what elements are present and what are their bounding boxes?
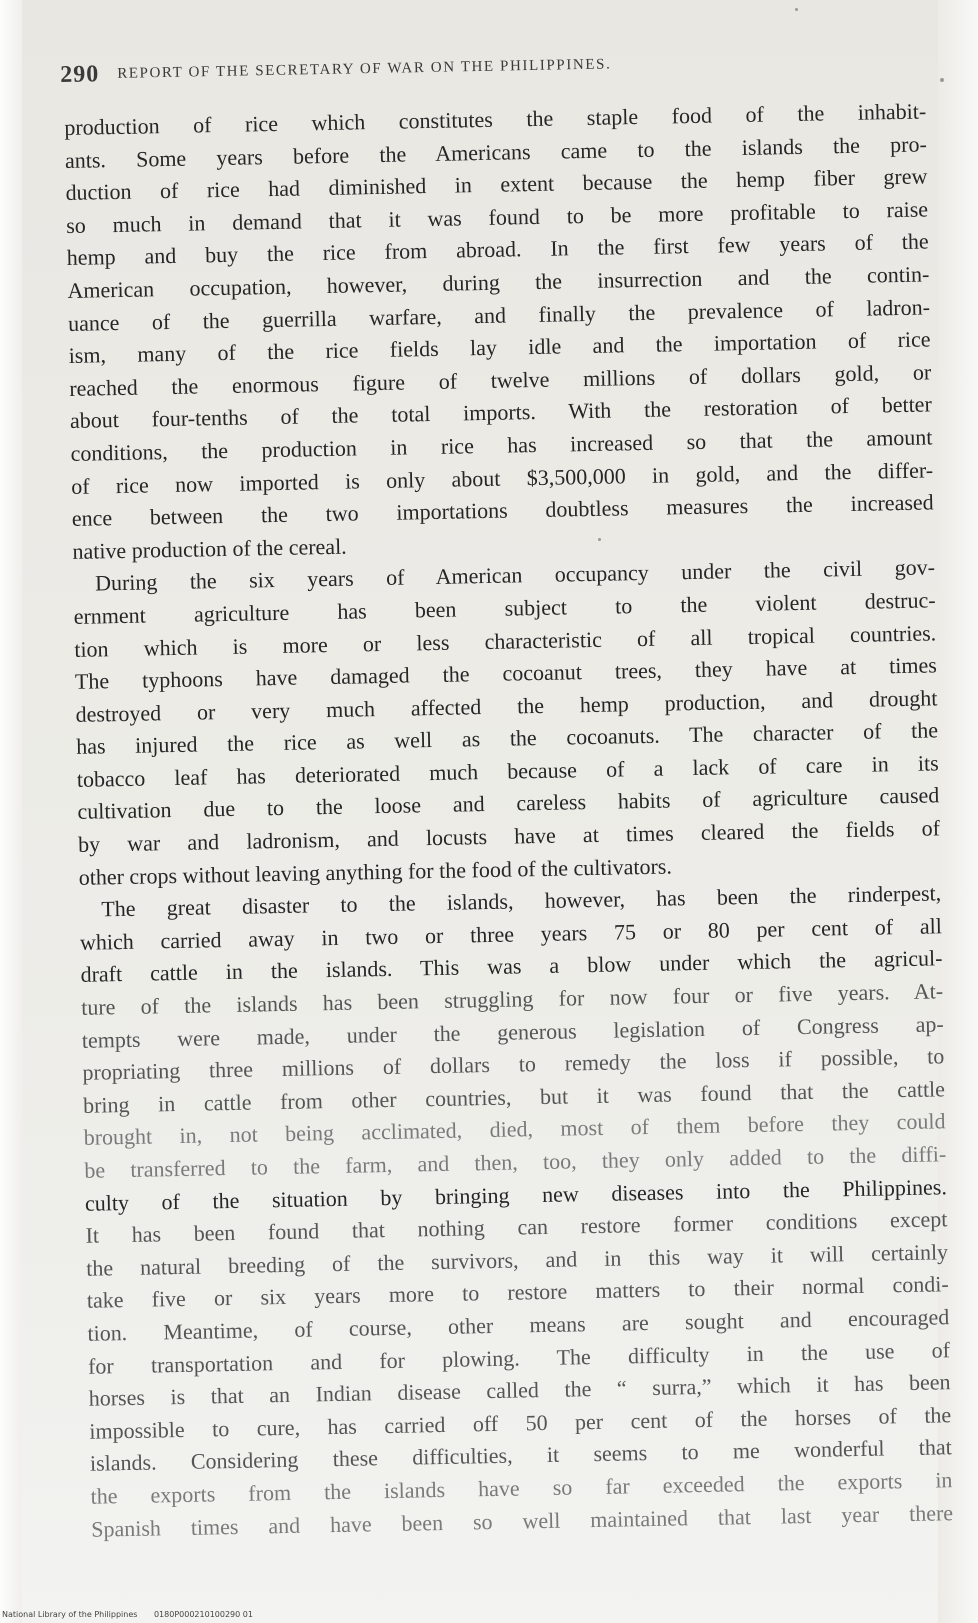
text-line: draft cattle in the islands. This was a blow under which the agricul- [80, 945, 943, 988]
text-line: islands. Considering these difficulties, it seems to me wonderful that [89, 1434, 953, 1477]
text-line: of rice now imported is only about $3,500,000 in gold, and the differ- [70, 456, 934, 499]
text-line: During the six years of American occupancy under the civil gov- [94, 554, 936, 596]
text-line: by war and ladronism, and locusts have at times cleared the fields of [77, 815, 941, 857]
text-line: culty of the situation by bringing new diseases into the Philippines. [84, 1173, 948, 1216]
text-line: It has been found that nothing can restore former conditions except [85, 1206, 948, 1248]
text-line: take five or six years more to restore matters to their normal condi- [86, 1271, 949, 1314]
text-line: be transferred to the farm, and then, too, they only added to the diffi- [84, 1141, 947, 1183]
scan-speck [940, 78, 944, 82]
library-credit: National Library of the Philippines [2, 1610, 138, 1619]
text-line: production of rice which constitutes the staple food of the inhabit- [64, 98, 927, 140]
text-line: tobacco leaf has deteriorated much because of a lack of care in its [76, 750, 939, 792]
text-line: uance of the guerrilla warfare, and finally the prevalence of ladron- [67, 293, 931, 336]
page-edge-left [0, 0, 22, 1623]
text-line: ture of the islands has been struggling for now four or five years. At- [80, 978, 944, 1020]
page-number: 290 [60, 61, 100, 88]
text-line: tion which is more or less characteristic of all tropical countries. [74, 619, 937, 662]
text-line: conditions, the production in rice has increased so that the amount [70, 424, 933, 466]
text-line: hemp and buy the rice from abroad. In the first few years of the [66, 228, 929, 271]
text-line: cultivation due to the loose and careless habits of agriculture caused [77, 782, 940, 825]
text-line: bring in cattle from other countries, but it was found that the cattle [82, 1076, 946, 1118]
text-line: native production of the cereal. [72, 533, 347, 564]
text-line: duction of rice had diminished in extent because the hemp fiber grew [65, 163, 928, 206]
text-line: ants. Some years before the Americans came to the islands the pro- [64, 131, 928, 173]
body-text [64, 95, 953, 1545]
text-line: ernment agriculture has been subject to the violent destruc- [73, 587, 936, 629]
text-line: destroyed or very much affected the hemp production, and drought [75, 685, 938, 727]
text-line: horses is that an Indian disease called the “ surra,” which it has been [88, 1369, 951, 1411]
text-line: brought in, not being acclimated, died, most of them before they could [83, 1108, 946, 1151]
text-line: reached the enormous figure of twelve millions of dollars gold, or [69, 359, 932, 401]
text-line: impossible to cure, has carried off 50 per cent of the horses of the [89, 1401, 952, 1444]
text-line: The great disaster to the islands, however, has been the rinderpest, [101, 880, 942, 922]
text-line: American occupation, however, during the insurrection and the contin- [67, 261, 930, 303]
text-line: tempts were made, under the generous legislation of Congress ap- [81, 1010, 944, 1053]
text-line: about four-tenths of the total imports. With the restoration of better [69, 391, 933, 434]
text-line: ence between the two importations doubtless measures the increased [71, 489, 934, 532]
text-line: tion. Meantime, of course, other means are sought and encouraged [87, 1304, 950, 1346]
scan-identifier: 0180P000210100290 01 [153, 1610, 253, 1619]
text-line: Spanish times and have been so well maintained that last year there [90, 1499, 954, 1542]
text-line: has injured the rice as well as the cocoanuts. The character of the [75, 717, 939, 760]
text-line: The typhoons have damaged the cocoanut trees, they have at times [74, 652, 938, 694]
text-line: the exports from the islands have so far exceeded the exports in [90, 1467, 953, 1509]
text-line: for transportation and for plowing. The difficulty in the use of [87, 1336, 951, 1379]
text-line: which carried away in two or three years 75 or 80 per cent of all [79, 913, 943, 955]
text-line: so much in demand that it was found to be more profitable to raise [65, 196, 929, 238]
text-line: the natural breeding of the survivors, and in this way it will certainly [85, 1239, 949, 1281]
running-head-title: REPORT OF THE SECRETARY OF WAR ON THE PHILIPPINES. [117, 56, 612, 82]
scan-speck [795, 8, 798, 11]
text-line: propriating three millions of dollars to remedy the loss if possible, to [82, 1043, 945, 1086]
scan-footer [2, 1610, 267, 1619]
text-line: ism, many of the rice fields lay idle and the importation of rice [68, 326, 931, 369]
text-line: other crops without leaving anything for the food of the cultivators. [78, 853, 673, 890]
